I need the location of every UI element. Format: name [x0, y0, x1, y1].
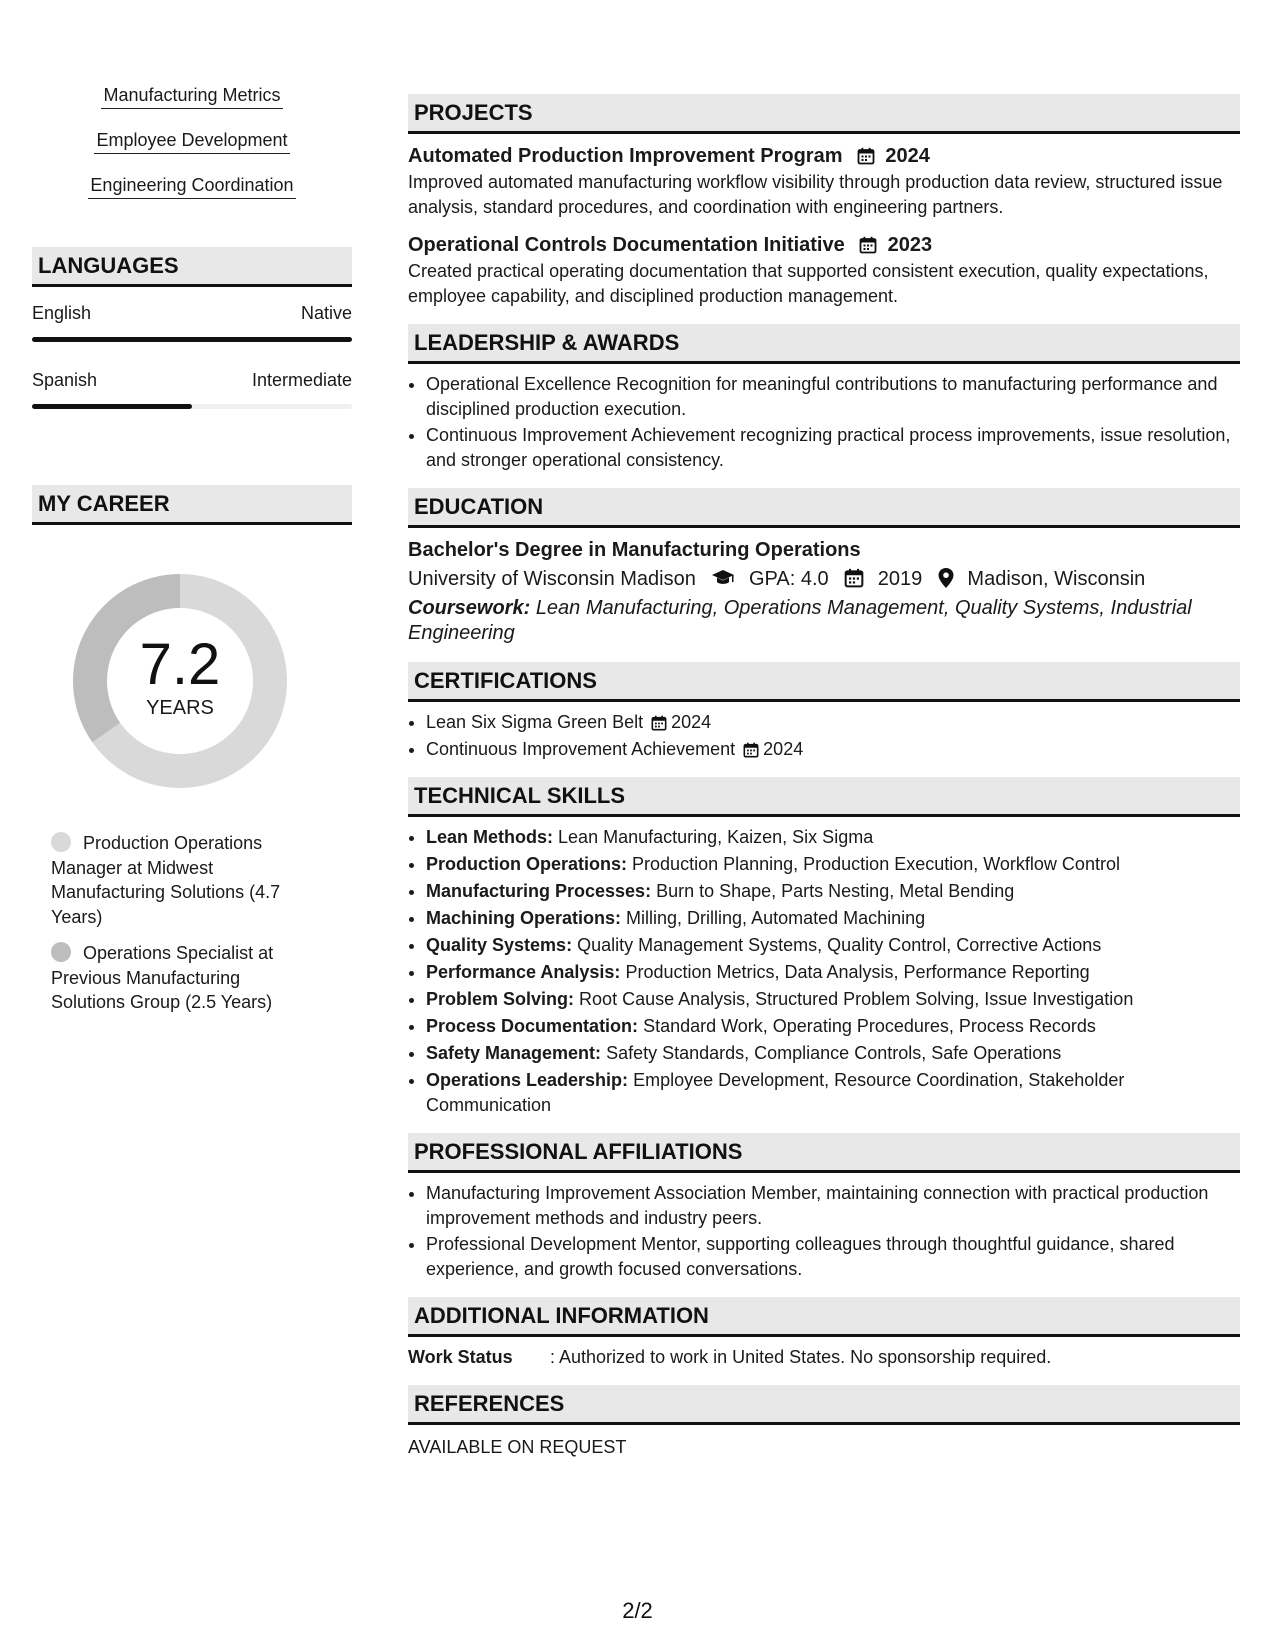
- work-status-row: [408, 1345, 1240, 1369]
- language-level: Intermediate: [251, 370, 352, 390]
- legend-dot: [51, 832, 71, 852]
- skill-values: Root Cause Analysis, Structured Problem Solving, Issue Investigation: [579, 989, 1134, 1009]
- certification-year: 2024: [763, 738, 804, 759]
- calendar-icon: [857, 147, 875, 165]
- technical-skills-list: [408, 825, 1240, 1117]
- skill-category: Problem Solving:: [426, 989, 575, 1009]
- work-status-value: : Authorized to work in United States. No sponsorship required.: [550, 1347, 1052, 1367]
- gpa: GPA: 4.0: [749, 568, 829, 590]
- coursework-label: Coursework:: [408, 597, 531, 619]
- skill-category: Process Documentation:: [426, 1016, 639, 1036]
- skill-category: Manufacturing Processes:: [426, 881, 652, 901]
- calendar-icon: [859, 236, 877, 254]
- skill-values: Burn to Shape, Parts Nesting, Metal Bending: [656, 881, 1015, 901]
- list-item: [426, 1068, 1240, 1117]
- list-item: [426, 737, 1240, 762]
- career-unit: YEARS: [146, 697, 214, 719]
- certification-name: Continuous Improvement Achievement: [426, 738, 736, 759]
- project-title: Operational Controls Documentation Initiative: [408, 234, 845, 256]
- list-item: [426, 1041, 1240, 1066]
- list-item: • Manufacturing Improvement Association Member, maintaining connection with practical production improvement methods and industry peers.: [426, 1181, 1240, 1230]
- skill-values: Milling, Drilling, Automated Machining: [626, 908, 926, 928]
- skill-category: Operations Leadership:: [426, 1070, 629, 1090]
- education-heading: EDUCATION: [408, 488, 1240, 528]
- skill-values: Employee Development, Resource Coordination, Stakeholder Communication: [426, 1070, 1125, 1115]
- project-description: Created practical operating documentation that supported consistent execution, quality expectations, employee capability, and disciplined production management.: [408, 261, 1209, 306]
- list-item: • Professional Development Mentor, supporting colleagues through thoughtful guidance, shared experience, and growth focused conversations.: [426, 1232, 1240, 1281]
- career-legend-item: [51, 941, 301, 1015]
- project-item: [408, 231, 1240, 308]
- project-year: 2024: [885, 145, 930, 167]
- career-donut-chart: [66, 567, 294, 795]
- language-bar: [32, 337, 352, 342]
- skill-values: Lean Manufacturing, Kaizen, Six Sigma: [558, 827, 874, 847]
- career-legend-label: Production Operations Manager at Midwest Manufacturing Solutions (4.7 Years): [51, 833, 281, 927]
- list-item: [426, 852, 1240, 877]
- additional-info-heading: ADDITIONAL INFORMATION: [408, 1297, 1240, 1337]
- career-legend-item: [51, 831, 301, 929]
- list-item: [426, 825, 1240, 850]
- skill-values: Production Planning, Production Execution, Workflow Control: [632, 854, 1120, 874]
- skill-category: Lean Methods:: [426, 827, 554, 847]
- project-title: Automated Production Improvement Program: [408, 145, 843, 167]
- project-item: [408, 142, 1240, 219]
- list-item: [426, 879, 1240, 904]
- skill-tag: Employee Development: [94, 129, 289, 154]
- school-location: Madison, Wisconsin: [967, 568, 1146, 590]
- skill-values: Standard Work, Operating Procedures, Process Records: [643, 1016, 1096, 1036]
- career-legend: [32, 831, 301, 1015]
- coursework: [408, 596, 1240, 646]
- list-item: [426, 906, 1240, 931]
- skill-category: Safety Management:: [426, 1043, 602, 1063]
- list-item: [426, 710, 1240, 735]
- list-item: • Continuous Improvement Achievement recognizing practical process improvements, issue resolution, and stronger operational consistency.: [426, 423, 1240, 472]
- certifications-heading: CERTIFICATIONS: [408, 662, 1240, 702]
- degree-title: Bachelor's Degree in Manufacturing Operations: [408, 539, 861, 561]
- career-legend-label: Operations Specialist at Previous Manufacturing Solutions Group (2.5 Years): [51, 943, 274, 1012]
- languages-heading: LANGUAGES: [32, 247, 352, 287]
- graduation-year: 2019: [877, 568, 923, 590]
- skill-values: Quality Management Systems, Quality Control, Corrective Actions: [577, 935, 1102, 955]
- calendar-icon: [844, 568, 864, 588]
- skill-tag: Manufacturing Metrics: [101, 84, 282, 109]
- skill-category: Machining Operations:: [426, 908, 622, 928]
- skill-values: Safety Standards, Compliance Controls, Safe Operations: [606, 1043, 1062, 1063]
- work-status-label: Work Status: [408, 1347, 513, 1367]
- project-year: 2023: [887, 234, 933, 256]
- calendar-icon: [651, 715, 667, 731]
- skill-category: Performance Analysis:: [426, 962, 621, 982]
- list-item: • Operational Excellence Recognition for meaningful contributions to manufacturing performance and disciplined production execution.: [426, 372, 1240, 421]
- calendar-icon: [743, 742, 759, 758]
- language-item: [32, 303, 352, 342]
- references-heading: REFERENCES: [408, 1385, 1240, 1425]
- certification-name: Lean Six Sigma Green Belt: [426, 712, 644, 732]
- language-bar-fill: [32, 337, 352, 342]
- skill-category: Production Operations:: [426, 854, 628, 874]
- skill-tags: [32, 84, 352, 219]
- list-item: [426, 933, 1240, 958]
- language-bar: [32, 404, 352, 409]
- page-number: 2/2: [622, 1598, 653, 1623]
- list-item: [426, 987, 1240, 1012]
- affiliations-heading: PROFESSIONAL AFFILIATIONS: [408, 1133, 1240, 1173]
- location-pin-icon: [938, 568, 954, 588]
- career-total: 7.2: [139, 632, 221, 697]
- certifications-list: [408, 710, 1240, 761]
- graduation-cap-icon: [711, 568, 735, 588]
- career-heading: MY CAREER: [32, 485, 352, 525]
- references-text: AVAILABLE ON REQUEST: [408, 1437, 627, 1457]
- main-content: [408, 94, 1240, 1459]
- projects-heading: PROJECTS: [408, 94, 1240, 134]
- language-level: Native: [300, 303, 352, 323]
- skill-values: Production Metrics, Data Analysis, Performance Reporting: [625, 962, 1090, 982]
- legend-dot: [51, 942, 71, 962]
- skill-tag: Engineering Coordination: [88, 174, 295, 199]
- certification-year: 2024: [671, 712, 712, 732]
- language-bar-fill: [32, 404, 192, 409]
- affiliations-list: [408, 1181, 1240, 1281]
- awards-list: [408, 372, 1240, 472]
- coursework-list: Lean Manufacturing, Operations Management, Quality Systems, Industrial Engineering: [408, 597, 1192, 644]
- technical-skills-heading: TECHNICAL SKILLS: [408, 777, 1240, 817]
- school-name: University of Wisconsin Madison: [408, 568, 696, 590]
- language-name: English: [32, 303, 92, 323]
- list-item: [426, 1014, 1240, 1039]
- education-meta: [408, 564, 1240, 594]
- sidebar: [32, 84, 352, 1027]
- skill-category: Quality Systems:: [426, 935, 573, 955]
- language-item: [32, 370, 352, 409]
- awards-heading: LEADERSHIP & AWARDS: [408, 324, 1240, 364]
- project-description: Improved automated manufacturing workflow visibility through production data review, structured issue analysis, standard procedures, and coordination with engineering partners.: [408, 172, 1223, 217]
- language-name: Spanish: [32, 370, 98, 390]
- list-item: [426, 960, 1240, 985]
